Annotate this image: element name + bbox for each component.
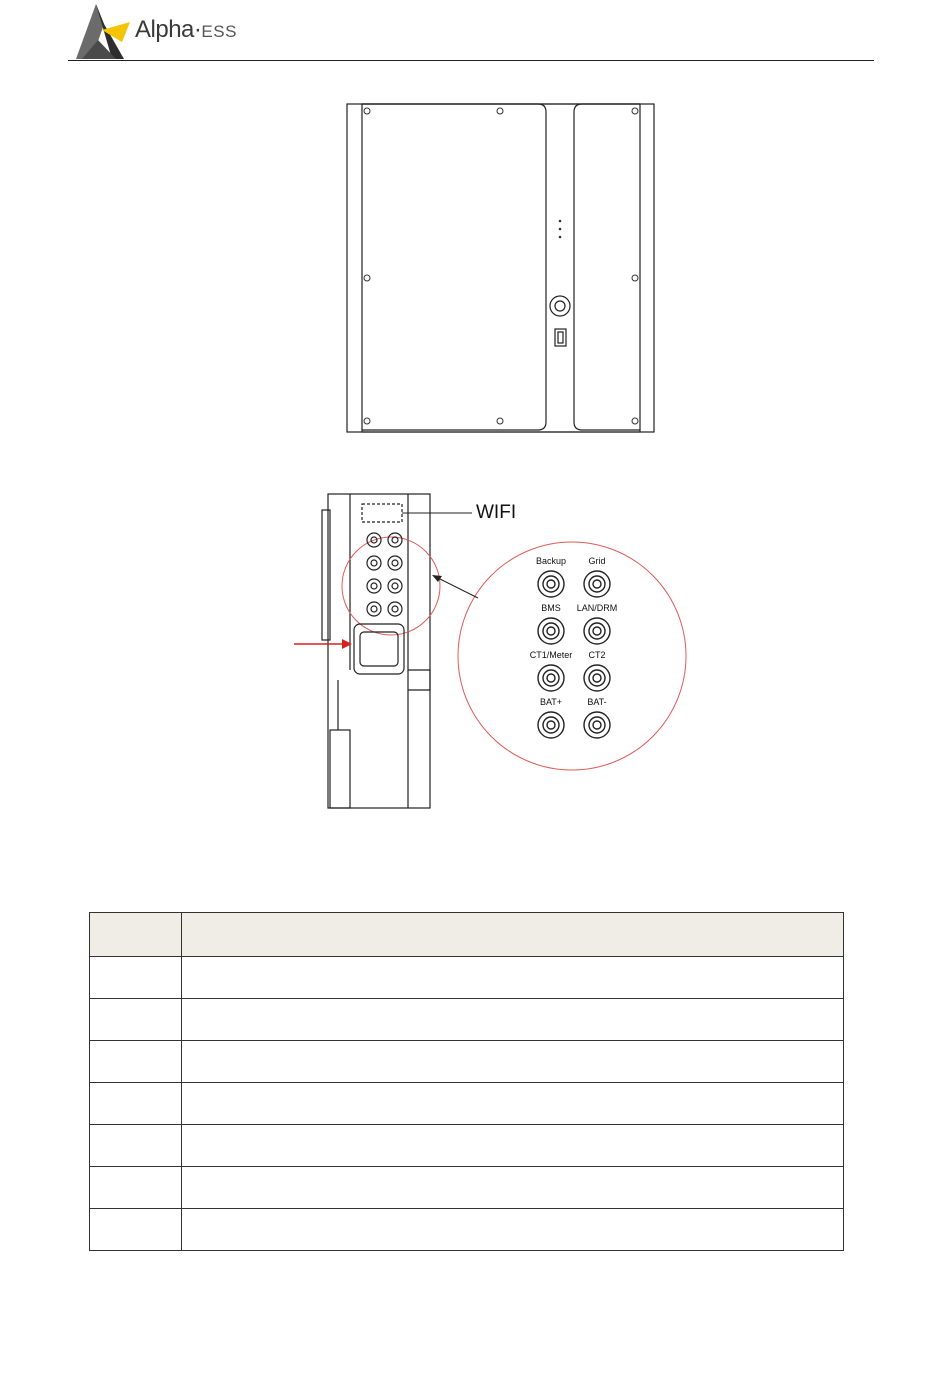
wifi-callout-label: WIFI bbox=[476, 502, 517, 523]
port-description-table bbox=[89, 912, 844, 1251]
table-cell bbox=[182, 1083, 844, 1125]
table-cell bbox=[90, 1041, 182, 1083]
table-cell bbox=[182, 1209, 844, 1251]
table-cell bbox=[90, 957, 182, 999]
table-cell bbox=[90, 1167, 182, 1209]
port-label-bat-minus: BAT- bbox=[587, 697, 607, 707]
table-cell bbox=[90, 1083, 182, 1125]
table-cell bbox=[90, 1209, 182, 1251]
table-header-cell bbox=[90, 913, 182, 957]
page-header bbox=[0, 0, 950, 70]
table-cell bbox=[90, 1125, 182, 1167]
table-row bbox=[90, 957, 844, 999]
table-row bbox=[90, 1125, 844, 1167]
table-header-cell bbox=[182, 913, 844, 957]
table-row bbox=[90, 1041, 844, 1083]
port-label-backup: Backup bbox=[535, 556, 567, 566]
table-cell bbox=[182, 1167, 844, 1209]
table-cell bbox=[182, 999, 844, 1041]
table-cell bbox=[182, 957, 844, 999]
table-row bbox=[90, 1167, 844, 1209]
brand-name: Alpha·ESS bbox=[135, 16, 237, 43]
table-cell bbox=[90, 999, 182, 1041]
front-view-drawing bbox=[346, 103, 656, 435]
table-row bbox=[90, 999, 844, 1041]
port-label-ct1-meter: CT1/Meter bbox=[529, 650, 573, 660]
table-cell bbox=[182, 1041, 844, 1083]
port-label-bat-plus: BAT+ bbox=[539, 697, 563, 707]
table-cell bbox=[182, 1125, 844, 1167]
table-header-row bbox=[90, 913, 844, 957]
port-label-ct2: CT2 bbox=[588, 650, 606, 660]
table-row bbox=[90, 1209, 844, 1251]
side-view-drawing bbox=[290, 490, 700, 812]
port-label-lan-drm: LAN/DRM bbox=[576, 603, 618, 613]
header-divider bbox=[68, 60, 874, 61]
port-label-bms: BMS bbox=[541, 603, 561, 613]
port-label-grid: Grid bbox=[588, 556, 606, 566]
table-row bbox=[90, 1083, 844, 1125]
